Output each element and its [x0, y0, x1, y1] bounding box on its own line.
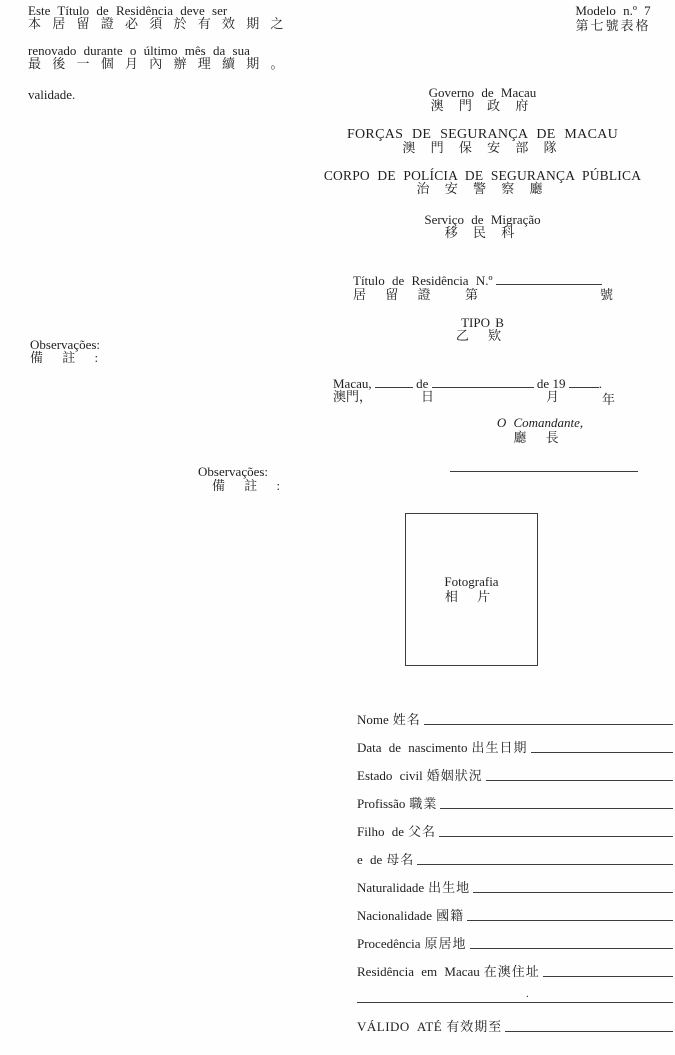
date-line — [333, 377, 602, 392]
date-month-blank-line — [432, 386, 534, 388]
date-year-zh: 年 — [602, 392, 616, 407]
valid-until-label-pt: VÁLIDO ATÉ — [357, 1019, 443, 1034]
comandante-block — [470, 416, 610, 446]
observacoes2-pt: Observações: — [198, 464, 269, 479]
field-label-zh: 原居地 — [424, 936, 467, 951]
field-label-zh: 國籍 — [436, 908, 465, 923]
address-continuation-line — [357, 989, 673, 1003]
titulo-number-blank-line — [496, 283, 602, 285]
field-label-zh: 職業 — [409, 796, 438, 811]
comandante-zh: 廳 長 — [513, 429, 567, 445]
field-row-nome — [357, 713, 673, 728]
header-corpo-pt: CORPO DE POLÍCIA DE SEGURANÇA PÚBLICA — [323, 168, 642, 183]
header-governo-zh: 澳 門 政 府 — [430, 98, 535, 113]
renewal-note-pt-line2: renovado durante o último mês da sua — [28, 43, 250, 58]
renewal-note-pt-line1: Este Título de Residência deve ser — [28, 3, 228, 18]
field-label-zh: 出生地 — [428, 880, 471, 895]
valid-until-label-zh: 有效期至 — [446, 1019, 503, 1034]
titulo-number-zh-cert: 居 留 證 — [353, 287, 439, 302]
field-blank-line — [439, 835, 673, 837]
field-row-filho-de — [357, 825, 673, 840]
observacoes1-zh: 備 註 : — [30, 350, 107, 365]
photo-label-zh: 相 片 — [444, 588, 499, 604]
date-period: . — [598, 376, 602, 391]
header-servico-zh: 移 民 科 — [444, 225, 521, 240]
field-blank-line — [470, 947, 673, 949]
header-forcas-pt: FORÇAS DE SEGURANÇA DE MACAU — [346, 127, 619, 142]
model-number-pt: Modelo n.º 7 — [575, 3, 651, 18]
field-label-zh: 出生日期 — [471, 740, 528, 755]
field-label-pt: Profissão — [357, 796, 406, 811]
date-century: 19 — [552, 376, 566, 391]
field-blank-line — [473, 891, 673, 893]
field-row-naturalidade — [357, 881, 673, 896]
header-forcas-zh: 澳 門 保 安 部 隊 — [402, 140, 563, 155]
field-row-data-nascimento — [357, 741, 673, 756]
date-month-zh: 月 — [546, 389, 560, 404]
titulo-number-zh-hao: 號 — [600, 287, 614, 302]
renewal-note-pt-line3: validade. — [28, 87, 76, 102]
field-row-estado-civil — [357, 769, 673, 784]
field-blank-line — [531, 751, 673, 753]
field-label-pt: Estado civil — [357, 768, 423, 783]
photo-label-pt: Fotografia — [444, 573, 499, 589]
field-label-pt: Procedência — [357, 936, 421, 951]
titulo-number-label-pt: Título de Residência N.º — [353, 273, 493, 288]
date-year-blank-line — [569, 386, 599, 388]
tipo-pt: TIPO B — [461, 315, 504, 330]
field-row-profissao — [357, 797, 673, 812]
date-de1: de — [416, 376, 429, 391]
date-city-pt: Macau, — [333, 376, 372, 391]
field-blank-line — [486, 779, 673, 781]
field-row-valido-ate — [357, 1020, 673, 1035]
field-label-zh: 婚姻狀況 — [426, 768, 483, 783]
field-label-pt: Naturalidade — [357, 880, 425, 895]
field-row-residencia-macau — [357, 965, 673, 980]
field-label-zh: 在澳住址 — [483, 964, 540, 979]
date-de2: de — [536, 376, 550, 391]
field-label-pt: e de — [357, 852, 383, 867]
renewal-note-zh-line2: 最 後 一 個 月 內 辦 理 續 期 。 — [28, 56, 288, 71]
comandante-signature-line — [450, 457, 638, 472]
tipo-zh: 乙 欵 — [455, 328, 510, 343]
model-number — [568, 4, 658, 34]
header-corpo-zh: 治 安 警 察 廳 — [416, 181, 549, 196]
field-label-pt: Nacionalidade — [357, 908, 433, 923]
date-day-zh: 日 — [421, 389, 435, 404]
field-row-nacionalidade — [357, 909, 673, 924]
photo-box — [405, 513, 538, 666]
field-row-procedencia — [357, 937, 673, 952]
observacoes1-pt: Observações: — [30, 337, 101, 352]
renewal-note-zh-line1: 本 居 留 證 必 須 於 有 效 期 之 — [28, 16, 288, 31]
observacoes2-zh: 備 註 : — [212, 478, 289, 493]
field-row-e-de — [357, 853, 673, 868]
field-label-zh: 母名 — [386, 852, 415, 867]
field-blank-line — [440, 807, 673, 809]
date-city-zh: 澳門， — [333, 389, 373, 404]
stray-mark: . — [526, 988, 529, 1000]
field-label-pt: Residência em Macau — [357, 964, 480, 979]
field-blank-line — [543, 975, 673, 977]
field-label-pt: Filho de — [357, 824, 404, 839]
field-label-pt: Data de nascimento — [357, 740, 468, 755]
field-blank-line — [424, 723, 673, 725]
field-blank-line — [417, 863, 673, 865]
titulo-number-zh-di: 第 — [465, 287, 479, 302]
date-day-blank-line — [375, 386, 413, 388]
field-label-zh: 姓名 — [392, 712, 421, 727]
field-blank-line — [467, 919, 673, 921]
field-blank-line — [505, 1030, 673, 1032]
comandante-pt: O Comandante, — [496, 415, 584, 430]
model-number-zh: 第七號表格 — [575, 17, 651, 33]
header-servico-pt: Serviço de Migração — [424, 212, 541, 227]
field-label-pt: Nome — [357, 712, 389, 727]
field-label-zh: 父名 — [407, 824, 436, 839]
header-governo-pt: Governo de Macau — [428, 85, 537, 100]
